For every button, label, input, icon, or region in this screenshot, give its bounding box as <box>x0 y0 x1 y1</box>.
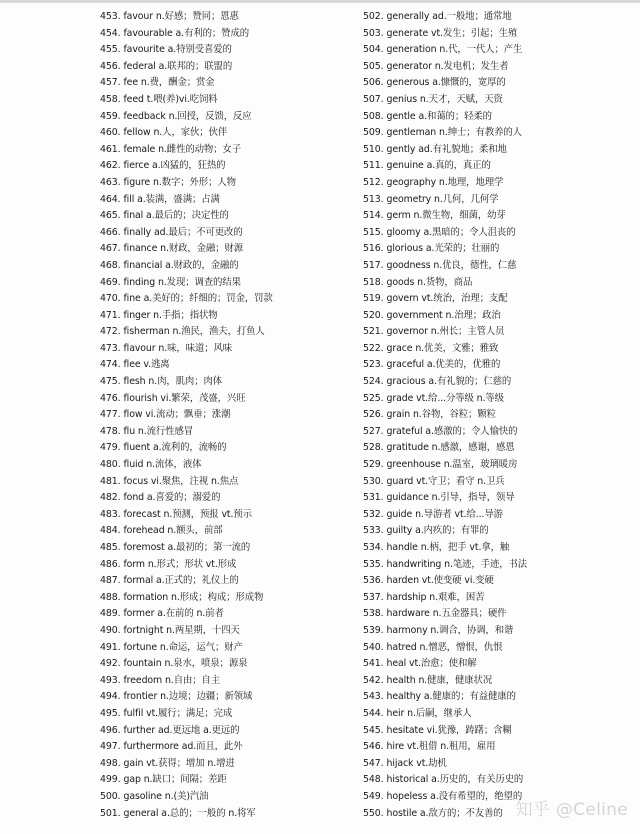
vocab-entry <box>100 275 350 292</box>
entry-number: 515. <box>363 226 384 238</box>
entry-number: 528. <box>363 442 384 454</box>
entry-number: 504. <box>363 44 384 56</box>
vocab-entry <box>100 590 350 607</box>
entry-definition: gratitude n.感激，感谢，感恩 <box>386 442 515 454</box>
entry-definition: gap n.缺口；间隔；差距 <box>123 774 227 786</box>
entry-definition: generous a.慷慨的，宽厚的 <box>386 77 506 89</box>
entry-definition: fee n.费，酬金；赏金 <box>123 77 215 89</box>
vocab-entry <box>100 557 350 574</box>
vocab-entry <box>363 723 633 740</box>
entry-number: 484. <box>100 525 121 537</box>
vocab-entry <box>100 673 350 690</box>
vocab-entry <box>363 590 633 607</box>
entry-definition: gentleman n.绅士；有教养的人 <box>386 127 522 139</box>
entry-number: 534. <box>363 542 384 553</box>
vocab-entry <box>363 623 633 640</box>
entry-number: 471. <box>100 309 121 321</box>
entry-number: 496. <box>100 724 121 736</box>
entry-number: 479. <box>100 442 121 454</box>
entry-definition: gain vt.获得；增加 n.增进 <box>123 757 235 769</box>
entry-number: 470. <box>100 293 121 305</box>
entry-number: 481. <box>100 475 121 487</box>
vocab-entry <box>363 175 633 192</box>
vocab-entry <box>363 739 633 756</box>
vocab-entry <box>100 407 350 424</box>
entry-definition: freedom n.自由；自主 <box>123 674 221 686</box>
entry-number: 485. <box>100 542 121 553</box>
entry-definition: goodness n.优良，德性，仁慈 <box>386 259 517 271</box>
entry-number: 513. <box>363 193 384 205</box>
entry-definition: fellow n.人，家伙；伙伴 <box>123 127 228 139</box>
entry-definition: hesitate vi.犹豫，踌躇；含糊 <box>386 724 512 736</box>
vocab-entry <box>363 772 633 789</box>
entry-definition: hatred n.憎恶，憎恨，仇恨 <box>386 641 503 653</box>
entry-definition: finger n.手指；指状物 <box>123 309 218 321</box>
entry-number: 487. <box>100 575 121 587</box>
entry-definition: favour n.好感；赞同；恩惠 <box>123 11 239 22</box>
vocab-entry <box>363 374 633 391</box>
vocab-column-right <box>363 9 633 822</box>
vocab-entry <box>100 241 350 258</box>
entry-number: 468. <box>100 259 121 271</box>
entry-number: 506. <box>363 77 384 89</box>
entry-number: 532. <box>363 508 384 520</box>
entry-number: 498. <box>100 757 121 769</box>
entry-number: 535. <box>363 558 384 570</box>
vocab-entry <box>100 357 350 374</box>
entry-number: 549. <box>363 790 384 802</box>
entry-number: 525. <box>363 392 384 404</box>
entry-definition: finance n.财政，金融；财源 <box>123 243 244 255</box>
entry-definition: gracious a.有礼貌的；仁慈的 <box>386 376 512 388</box>
entry-definition: fill a.装满，盛满；占满 <box>123 193 220 205</box>
entry-number: 512. <box>363 176 384 188</box>
vocab-entry <box>363 125 633 142</box>
vocab-entry <box>363 407 633 424</box>
vocab-entry <box>363 507 633 524</box>
entry-definition: grateful a.感激的；令人愉快的 <box>386 425 518 437</box>
entry-definition: frontier n.边境；边疆；新领域 <box>123 691 253 703</box>
vocab-entry <box>100 308 350 325</box>
entry-definition: govern vt.统治，治理；支配 <box>386 293 508 305</box>
entry-definition: gently ad.有礼貌地；柔和地 <box>386 143 507 155</box>
vocab-entry <box>363 457 633 474</box>
page-top-edge <box>0 0 640 3</box>
entry-number: 489. <box>100 608 121 620</box>
entry-definition: flee v.逃离 <box>123 359 170 371</box>
vocab-entry <box>100 374 350 391</box>
entry-number: 465. <box>100 210 121 222</box>
vocab-entry <box>100 656 350 673</box>
entry-definition: general a.总的；一般的 n.将军 <box>123 807 256 819</box>
vocab-entry <box>363 192 633 209</box>
vocab-entry <box>100 772 350 789</box>
entry-number: 491. <box>100 641 121 653</box>
entry-number: 467. <box>100 243 121 255</box>
entry-definition: handle n.柄，把手 vt.拿，触 <box>386 542 510 553</box>
entry-number: 505. <box>363 60 384 72</box>
vocab-entry <box>363 689 633 706</box>
vocab-entry <box>363 208 633 225</box>
vocab-entry <box>363 324 633 341</box>
entry-definition: fisherman n.渔民，渔夫，打鱼人 <box>123 326 265 338</box>
vocab-entry <box>363 26 633 43</box>
entry-definition: government n.治理；政治 <box>386 309 501 321</box>
entry-definition: feed t.喂(养)vi.吃饲料 <box>123 93 218 105</box>
entry-definition: fierce a.凶猛的，狂热的 <box>123 160 226 172</box>
entry-number: 458. <box>100 93 121 105</box>
vocab-entry <box>363 706 633 723</box>
entry-definition: heal vt.治愈；使和解 <box>386 658 477 670</box>
entry-number: 454. <box>100 27 121 39</box>
vocab-entry <box>363 656 633 673</box>
vocab-entry <box>363 523 633 540</box>
entry-number: 542. <box>363 674 384 686</box>
entry-number: 457. <box>100 77 121 89</box>
entry-definition: formation n.形成；构成；形成物 <box>123 591 264 603</box>
vocab-entry <box>100 42 350 59</box>
vocab-entry <box>363 673 633 690</box>
entry-definition: hostile a.敌方的；不友善的 <box>386 807 503 819</box>
vocab-entry <box>363 341 633 358</box>
vocab-column-left <box>100 9 350 822</box>
entry-definition: hopeless a.没有希望的，绝望的 <box>386 790 523 802</box>
entry-number: 460. <box>100 127 121 139</box>
entry-number: 494. <box>100 691 121 703</box>
entry-definition: geography n.地理，地理学 <box>386 176 504 188</box>
vocab-entry <box>363 440 633 457</box>
entry-definition: grace n.优美，文雅；雅致 <box>386 342 499 354</box>
entry-number: 540. <box>363 641 384 653</box>
entry-number: 530. <box>363 475 384 487</box>
vocab-entry <box>363 225 633 242</box>
vocab-entry <box>100 789 350 806</box>
entry-definition: hardware n.五金器具；硬件 <box>386 608 507 620</box>
entry-definition: gasoline n.(美)汽油 <box>123 790 209 802</box>
entry-number: 544. <box>363 707 384 719</box>
entry-number: 503. <box>363 27 384 39</box>
entry-number: 464. <box>100 193 121 205</box>
entry-definition: genuine a.真的，真正的 <box>386 160 491 172</box>
vocab-entry <box>100 523 350 540</box>
entry-definition: health n.健康，健康状况 <box>386 674 493 686</box>
entry-number: 519. <box>363 293 384 305</box>
vocab-entry <box>363 540 633 557</box>
vocab-entry <box>363 357 633 374</box>
entry-definition: healthy a.健康的；有益健康的 <box>386 691 516 703</box>
entry-number: 550. <box>363 807 384 819</box>
vocab-entry <box>100 341 350 358</box>
entry-definition: harmony n.调合，协调，和谐 <box>386 624 514 636</box>
entry-definition: favourable a.有利的；赞成的 <box>123 27 250 39</box>
vocab-entry <box>363 92 633 109</box>
vocab-entry <box>363 9 633 26</box>
vocab-entry <box>100 291 350 308</box>
vocab-entry <box>100 59 350 76</box>
entry-definition: genius n.天才，天赋，天资 <box>386 93 503 105</box>
entry-definition: figure n.数字；外形；人物 <box>123 176 236 188</box>
vocab-entry <box>100 158 350 175</box>
entry-number: 531. <box>363 492 384 504</box>
entry-definition: finally ad.最后；不可更改的 <box>123 226 243 238</box>
entry-definition: generation n.代，一代人；产生 <box>386 44 523 56</box>
entry-number: 545. <box>363 724 384 736</box>
entry-definition: gloomy a.黑暗的；令人沮丧的 <box>386 226 516 238</box>
vocab-entry <box>100 756 350 773</box>
vocab-entry <box>100 440 350 457</box>
entry-number: 478. <box>100 425 121 437</box>
entry-number: 456. <box>100 60 121 72</box>
entry-number: 482. <box>100 492 121 504</box>
vocab-entry <box>100 507 350 524</box>
entry-definition: hire vt.租借 n.租用，雇用 <box>386 741 496 753</box>
entry-number: 463. <box>100 176 121 188</box>
vocab-entry <box>363 756 633 773</box>
entry-definition: fluent a.流利的，流畅的 <box>123 442 227 454</box>
entry-number: 486. <box>100 558 121 570</box>
entry-number: 476. <box>100 392 121 404</box>
entry-number: 527. <box>363 425 384 437</box>
entry-definition: flavour n.味，味道；风味 <box>123 342 233 354</box>
entry-number: 501. <box>100 807 121 819</box>
entry-definition: forehead n.额头，前部 <box>123 525 223 537</box>
entry-number: 508. <box>363 110 384 122</box>
entry-number: 507. <box>363 93 384 105</box>
vocab-entry <box>363 291 633 308</box>
vocab-entry <box>363 142 633 159</box>
entry-number: 511. <box>363 160 384 172</box>
entry-number: 499. <box>100 774 121 786</box>
entry-number: 475. <box>100 376 121 388</box>
entry-definition: foremost a.最初的；第一流的 <box>123 542 251 553</box>
entry-definition: feedback n.回授，反馈，反应 <box>123 110 252 122</box>
vocab-entry <box>100 490 350 507</box>
entry-definition: finding n.发现；调查的结果 <box>123 276 241 288</box>
vocab-entry <box>100 208 350 225</box>
entry-number: 472. <box>100 326 121 338</box>
vocab-entry <box>100 75 350 92</box>
entry-definition: guidance n.引导，指导，领导 <box>386 492 515 504</box>
entry-number: 538. <box>363 608 384 620</box>
entry-number: 493. <box>100 674 121 686</box>
entry-definition: generally ad.一般地；通常地 <box>386 11 512 22</box>
vocab-entry <box>100 606 350 623</box>
entry-number: 453. <box>100 11 121 22</box>
entry-definition: further ad.更远地 a.更远的 <box>123 724 240 736</box>
vocab-entry <box>363 275 633 292</box>
vocab-entry <box>100 175 350 192</box>
vocab-entry <box>363 640 633 657</box>
entry-definition: form n.形式；形状 vt.形成 <box>123 558 237 570</box>
entry-number: 514. <box>363 210 384 222</box>
entry-number: 462. <box>100 160 121 172</box>
entry-number: 477. <box>100 409 121 421</box>
entry-definition: gentle a.和蔼的；轻柔的 <box>386 110 492 122</box>
vocab-entry <box>100 192 350 209</box>
vocab-entry <box>100 540 350 557</box>
entry-number: 539. <box>363 624 384 636</box>
entry-number: 517. <box>363 259 384 271</box>
entry-definition: flesh n.肉，肌肉；肉体 <box>123 376 223 388</box>
entry-number: 518. <box>363 276 384 288</box>
vocab-entry <box>363 308 633 325</box>
entry-number: 521. <box>363 326 384 338</box>
entry-definition: fulfil vt.履行；满足；完成 <box>123 707 233 719</box>
entry-definition: guide n.导游者 vt.给...导游 <box>386 508 503 520</box>
entry-definition: furthermore ad.而且，此外 <box>123 741 243 753</box>
vocab-entry <box>100 623 350 640</box>
vocab-entry <box>363 606 633 623</box>
vocab-entry <box>100 739 350 756</box>
entry-number: 522. <box>363 342 384 354</box>
entry-definition: greenhouse n.温室，玻璃暖房 <box>386 459 518 471</box>
vocab-entry <box>100 125 350 142</box>
entry-definition: glorious a.光荣的；壮丽的 <box>386 243 500 255</box>
entry-definition: fluid n.流体，液体 <box>123 459 202 471</box>
entry-definition: heir n.后嗣，继承人 <box>386 707 472 719</box>
vocab-entry <box>100 109 350 126</box>
entry-definition: handwriting n.笔迹，手迹，书法 <box>386 558 528 570</box>
entry-definition: financial a.财政的，金融的 <box>123 259 239 271</box>
vocab-entry <box>100 92 350 109</box>
entry-number: 533. <box>363 525 384 537</box>
entry-number: 524. <box>363 376 384 388</box>
vocab-entry <box>100 573 350 590</box>
entry-definition: focus vi.聚焦，注视 n.焦点 <box>123 475 239 487</box>
entry-definition: goods n.货物，商品 <box>386 276 473 288</box>
entry-number: 455. <box>100 44 121 56</box>
entry-definition: hijack vt.劫机 <box>386 757 447 769</box>
entry-definition: formal a.正式的；礼仪上的 <box>123 575 239 587</box>
entry-number: 523. <box>363 359 384 371</box>
vocab-entry <box>100 225 350 242</box>
vocab-entry <box>100 391 350 408</box>
vocab-entry <box>363 391 633 408</box>
entry-definition: harden vt.使变硬 vi.变硬 <box>386 575 494 587</box>
entry-number: 543. <box>363 691 384 703</box>
entry-number: 502. <box>363 11 384 22</box>
vocab-entry <box>363 573 633 590</box>
entry-definition: flu n.流行性感冒 <box>123 425 194 437</box>
vocab-entry <box>100 457 350 474</box>
entry-number: 483. <box>100 508 121 520</box>
entry-definition: grade vt.给...分等级 n.等级 <box>386 392 504 404</box>
entry-definition: female n.雌性的动物；女子 <box>123 143 242 155</box>
entry-definition: fortune n.命运，运气；财产 <box>123 641 243 653</box>
entry-definition: graceful a.优美的，优雅的 <box>386 359 501 371</box>
entry-number: 495. <box>100 707 121 719</box>
entry-definition: generator n.发电机；发生者 <box>386 60 509 72</box>
entry-definition: hardship n.艰难，困苦 <box>386 591 485 603</box>
entry-number: 473. <box>100 342 121 354</box>
entry-definition: generate vt.发生；引起；生殖 <box>386 27 518 39</box>
entry-definition: historical a.历史的，有关历史的 <box>386 774 524 786</box>
entry-number: 541. <box>363 658 384 670</box>
entry-definition: former a.在前的 n.前者 <box>123 608 224 620</box>
vocab-entry <box>100 142 350 159</box>
entry-number: 536. <box>363 575 384 587</box>
vocab-entry <box>100 640 350 657</box>
entry-definition: grain n.谷物，谷粒；颗粒 <box>386 409 496 421</box>
entry-number: 459. <box>100 110 121 122</box>
vocab-entry <box>100 806 350 823</box>
entry-definition: guilty a.内疚的；有罪的 <box>386 525 489 537</box>
vocab-entry <box>363 490 633 507</box>
entry-number: 520. <box>363 309 384 321</box>
watermark: 知乎 @Celine <box>515 800 628 820</box>
entry-definition: favourite a.特别受喜爱的 <box>123 44 232 56</box>
vocab-entry <box>363 424 633 441</box>
entry-number: 497. <box>100 741 121 753</box>
entry-definition: fountain n.泉水，喷泉；源泉 <box>123 658 248 670</box>
entry-number: 488. <box>100 591 121 603</box>
vocab-entry <box>363 474 633 491</box>
entry-definition: fine a.美好的；纤细的；罚金，罚款 <box>123 293 273 305</box>
vocab-entry <box>363 42 633 59</box>
entry-number: 547. <box>363 757 384 769</box>
entry-definition: final a.最后的；决定性的 <box>123 210 229 222</box>
entry-definition: flourish vi.繁荣，茂盛，兴旺 <box>123 392 246 404</box>
vocab-entry <box>363 258 633 275</box>
entry-number: 480. <box>100 459 121 471</box>
entry-number: 516. <box>363 243 384 255</box>
entry-definition: fond a.喜爱的；溺爱的 <box>123 492 221 504</box>
entry-number: 509. <box>363 127 384 139</box>
entry-number: 529. <box>363 459 384 471</box>
entry-definition: federal a.联邦的；联盟的 <box>123 60 233 72</box>
vocab-entry <box>100 723 350 740</box>
entry-number: 526. <box>363 409 384 421</box>
vocab-entry <box>100 9 350 26</box>
entry-number: 537. <box>363 591 384 603</box>
vocab-entry <box>363 59 633 76</box>
entry-number: 461. <box>100 143 121 155</box>
vocab-entry <box>363 158 633 175</box>
entry-definition: geometry n.几何，几何学 <box>386 193 499 205</box>
entry-number: 492. <box>100 658 121 670</box>
entry-definition: forecast n.预测，预报 vt.预示 <box>123 508 252 520</box>
vocab-entry <box>363 109 633 126</box>
entry-number: 469. <box>100 276 121 288</box>
vocab-entry <box>100 689 350 706</box>
entry-definition: flow vi.流动；飘垂；涨潮 <box>123 409 231 421</box>
vocab-entry <box>100 324 350 341</box>
vocab-entry <box>100 706 350 723</box>
vocab-entry <box>100 474 350 491</box>
entry-number: 510. <box>363 143 384 155</box>
vocab-entry <box>100 424 350 441</box>
vocab-entry <box>363 557 633 574</box>
entry-number: 490. <box>100 624 121 636</box>
entry-number: 548. <box>363 774 384 786</box>
entry-definition: germ n.微生物，细菌，幼芽 <box>386 210 506 222</box>
vocab-entry <box>363 75 633 92</box>
entry-number: 466. <box>100 226 121 238</box>
entry-definition: governor n.州长；主管人员 <box>386 326 505 338</box>
entry-definition: fortnight n.两星期，十四天 <box>123 624 240 636</box>
entry-number: 500. <box>100 790 121 802</box>
entry-number: 546. <box>363 741 384 753</box>
vocab-entry <box>100 26 350 43</box>
vocab-entry <box>363 241 633 258</box>
entry-definition: guard vt.守卫；看守 n.卫兵 <box>386 475 505 487</box>
entry-number: 474. <box>100 359 121 371</box>
vocab-entry <box>100 258 350 275</box>
